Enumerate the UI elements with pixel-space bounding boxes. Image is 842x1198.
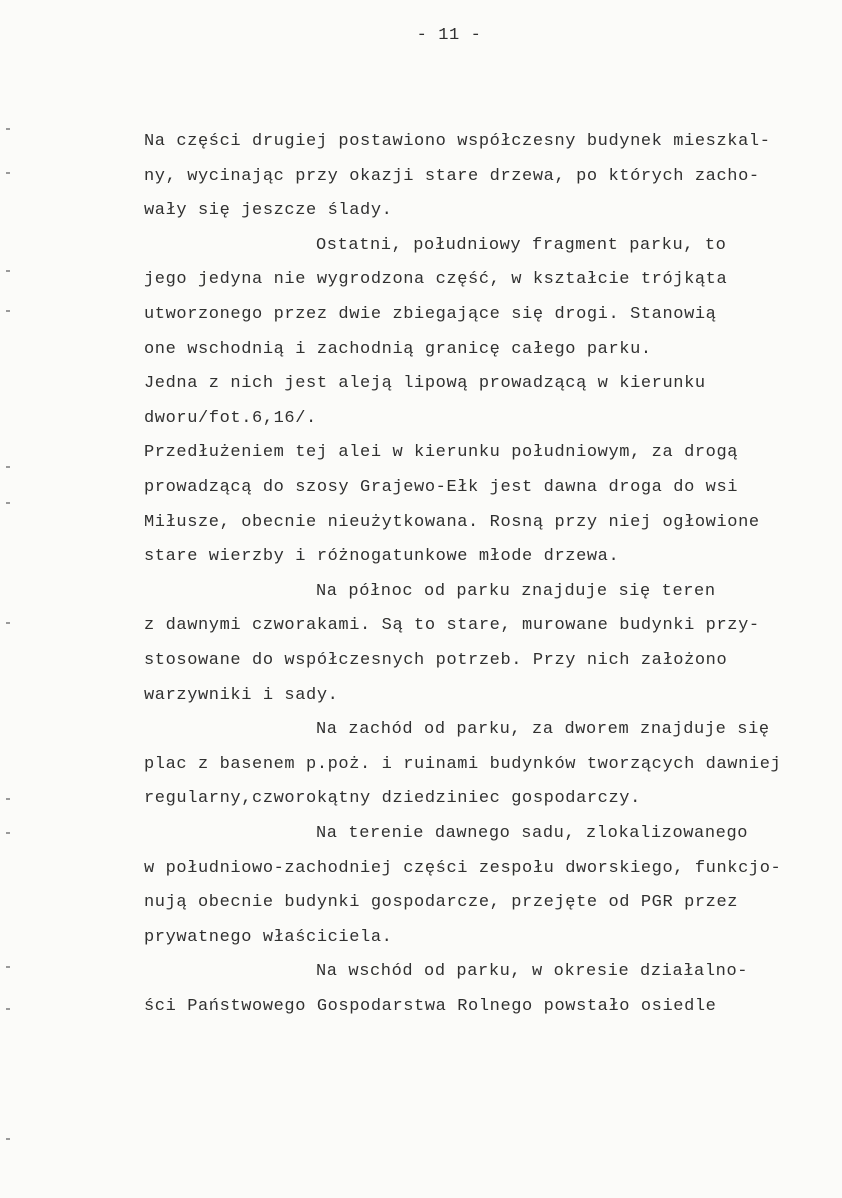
text-line: wały się jeszcze ślady.: [144, 201, 393, 220]
text-line: Ostatni, południowy fragment parku, to: [316, 236, 727, 255]
scan-mark: [6, 966, 10, 968]
text-line: nują obecnie budynki gospodarcze, przejęte od PGR przez: [144, 893, 739, 912]
scan-mark: [6, 466, 10, 468]
text-line: Przedłużeniem tej alei w kierunku południowym, za drogą: [144, 443, 739, 462]
scan-mark: [6, 310, 10, 312]
text-line: dworu/fot.6,16/.: [144, 409, 317, 428]
page-number: - 11 -: [416, 26, 482, 45]
text-line: Miłusze, obecnie nieużytkowana. Rosną przy niej ogłowione: [144, 513, 760, 532]
scan-mark: [6, 172, 10, 174]
scan-mark: [6, 832, 10, 834]
text-line: jego jedyna nie wygrodzona część, w kształcie trójkąta: [144, 270, 728, 289]
text-line: Na części drugiej postawiono współczesny budynek mieszkal-: [144, 132, 771, 151]
text-line: w południowo-zachodniej części zespołu dworskiego, funkcjo-: [144, 859, 782, 878]
scan-mark: [6, 1138, 10, 1140]
text-line: ny, wycinając przy okazji stare drzewa, po których zacho-: [144, 167, 760, 186]
text-line: stare wierzby i różnogatunkowe młode drzewa.: [144, 547, 620, 566]
text-line: ści Państwowego Gospodarstwa Rolnego powstało osiedle: [144, 997, 717, 1016]
text-line: warzywniki i sady.: [144, 686, 339, 705]
scan-mark: [6, 502, 10, 504]
text-line: prowadzącą do szosy Grajewo-Ełk jest dawna droga do wsi: [144, 478, 739, 497]
text-line: prywatnego właściciela.: [144, 928, 393, 947]
text-line: plac z basenem p.poż. i ruinami budynków tworzących dawniej: [144, 755, 782, 774]
text-line: utworzonego przez dwie zbiegające się drogi. Stanowią: [144, 305, 717, 324]
text-line: one wschodnią i zachodnią granicę całego parku.: [144, 340, 652, 359]
scan-mark: [6, 798, 10, 800]
text-line: Na wschód od parku, w okresie działalno-: [316, 962, 749, 981]
text-line: stosowane do współczesnych potrzeb. Przy nich założono: [144, 651, 728, 670]
text-line: regularny,czworokątny dziedziniec gospodarczy.: [144, 789, 641, 808]
text-line: Na zachód od parku, za dworem znajduje się: [316, 720, 770, 739]
scan-mark: [6, 128, 10, 130]
text-line: Jedna z nich jest aleją lipową prowadzącą w kierunku: [144, 374, 706, 393]
scan-mark: [6, 1008, 10, 1010]
scan-mark: [6, 622, 10, 624]
text-line: Na północ od parku znajduje się teren: [316, 582, 716, 601]
text-line: z dawnymi czworakami. Są to stare, murowane budynki przy-: [144, 616, 760, 635]
scan-mark: [6, 270, 10, 272]
text-line: Na terenie dawnego sadu, zlokalizowanego: [316, 824, 749, 843]
